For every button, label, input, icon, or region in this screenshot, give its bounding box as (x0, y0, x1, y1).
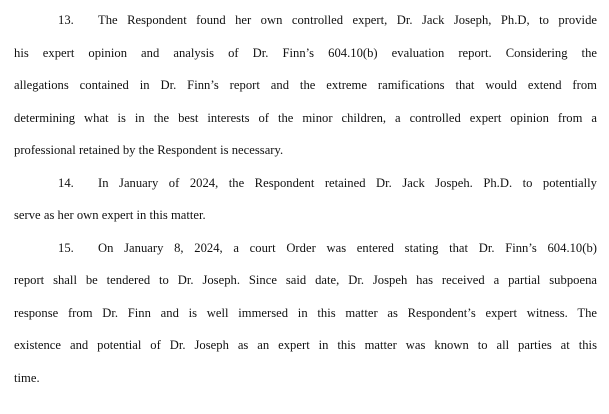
paragraph-number: 15. (58, 240, 74, 255)
paragraph-13-line-1 (58, 12, 597, 28)
paragraph-13-line-4: determining what is in the best interests of the minor children, a controlled expert opinion from a (14, 110, 597, 125)
paragraph-15-line-5: time. (14, 370, 40, 385)
paragraph-text: In January of 2024, the Respondent retained Dr. Jack Jospeh. Ph.D. to potentially (98, 175, 597, 190)
paragraph-15-line-3: response from Dr. Finn and is well immersed in this matter as Respondent’s expert witness. The (14, 305, 597, 320)
paragraph-number: 14. (58, 175, 74, 190)
paragraph-14-line-1 (58, 175, 597, 191)
paragraph-13-line-5: professional retained by the Respondent is necessary. (14, 143, 284, 157)
paragraph-number: 13. (58, 13, 74, 27)
paragraph-15-line-2: report shall be tendered to Dr. Joseph. Since said date, Dr. Jospeh has received a partial subpoena (14, 273, 597, 287)
paragraph-text: The Respondent found her own controlled expert, Dr. Jack Joseph, Ph.D, to provide (98, 13, 597, 27)
paragraph-13-line-2: his expert opinion and analysis of Dr. Finn’s 604.10(b) evaluation report. Considering the (14, 45, 597, 60)
paragraph-15-line-4: existence and potential of Dr. Joseph as an expert in this matter was known to all parties at this (14, 338, 597, 352)
paragraph-14-line-2: serve as her own expert in this matter. (14, 208, 206, 222)
paragraph-13-line-3: allegations contained in Dr. Finn’s report and the extreme ramifications that would extend from (14, 78, 597, 92)
paragraph-text: On January 8, 2024, a court Order was entered stating that Dr. Finn’s 604.10(b) (98, 240, 597, 255)
paragraph-15-line-1 (58, 240, 597, 256)
